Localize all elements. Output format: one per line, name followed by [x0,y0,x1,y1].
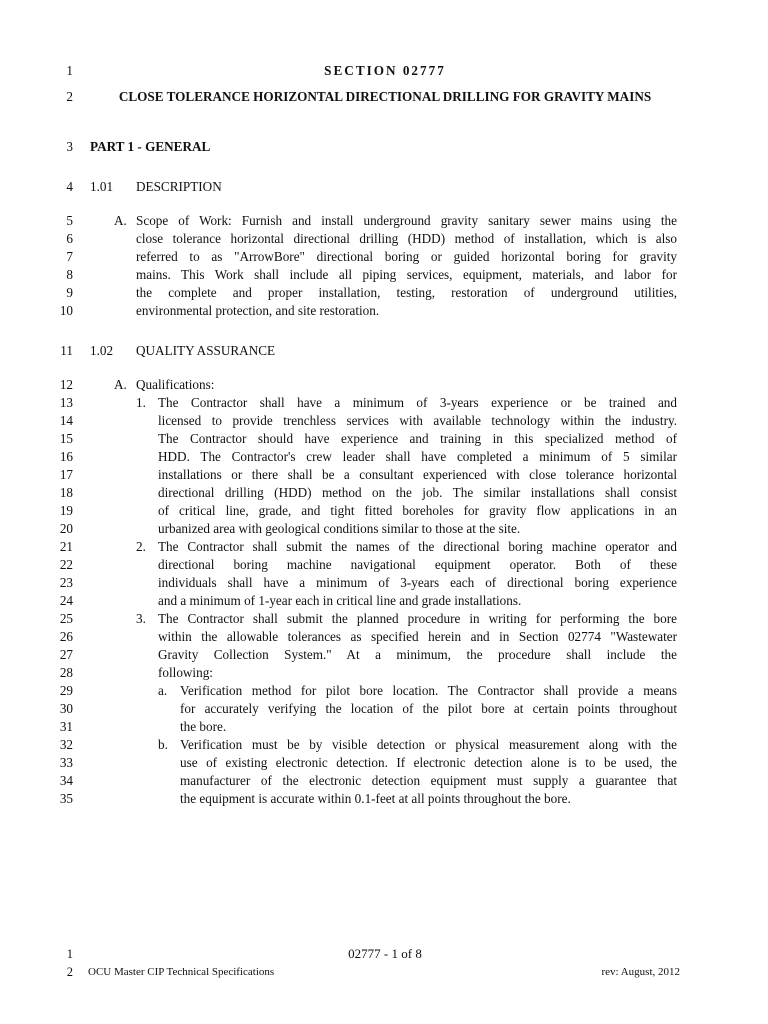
text-line: the bore. [180,719,227,734]
line-number: 11 [60,343,73,358]
line-number: 9 [66,285,73,300]
text-line: Scope of Work: Furnish and install underground gravity sanitary sewer mains using the [136,213,677,228]
text-line: close tolerance horizontal directional drilling (HDD) method of installation, which is also [136,231,677,246]
line-number: 31 [59,719,73,734]
text-line: and a minimum of 1-year each in critical line and grade installations. [158,593,522,608]
page-number: 02777 - 1 of 8 [348,946,422,961]
subitem-label: a. [158,683,168,698]
text-line: The Contractor should have experience and training in this specialized method of [158,431,677,446]
article-number: 1.02 [90,343,114,358]
text-line: installations or there shall be a consultant experienced with close tolerance horizontal [158,467,677,482]
line-number: 4 [66,179,73,194]
text-line: Verification method for pilot bore location. The Contractor shall provide a means [180,683,677,698]
text-line: The Contractor shall have a minimum of 3-years experience or be trained and [158,395,677,410]
line-number: 20 [59,521,73,536]
line-number: 26 [59,629,73,644]
line-number: 17 [59,467,73,482]
line-number: 29 [59,683,73,698]
text-line: for accurately verifying the location of the pilot bore at certain points throughout [180,701,677,716]
text-line: use of existing electronic detection. If electronic detection alone is to be used, the [180,755,677,770]
line-number: 18 [59,485,73,500]
text-line: of critical line, grade, and tight fitted boreholes for gravity flow applications in an [158,503,677,518]
line-number: 8 [66,267,73,282]
line-number: 28 [59,665,73,680]
text-line: within the allowable tolerances as specified herein and in Section 02774 "Wastewater [158,629,677,644]
text-line: directional drilling (HDD) method on the job. The similar installations shall consist [158,485,677,500]
subitem-label: b. [158,737,168,752]
line-number: 35 [59,791,73,806]
footer-line-number: 1 [66,947,73,961]
line-number: 27 [59,647,73,662]
line-number: 13 [59,395,73,410]
line-number: 14 [59,413,73,428]
line-number: 30 [59,701,73,716]
text-line: HDD. The Contractor's crew leader shall have completed a minimum of 5 similar [158,449,677,464]
footer-left: OCU Master CIP Technical Specifications [88,966,275,978]
line-number: 3 [66,139,73,154]
part-heading: PART 1 - GENERAL [90,139,211,154]
section-subtitle: CLOSE TOLERANCE HORIZONTAL DIRECTIONAL DRILLING FOR GRAVITY MAINS [118,89,652,104]
item-label: 1. [136,395,146,410]
article-title: QUALITY ASSURANCE [136,343,276,358]
line-number: 15 [59,431,73,446]
line-number: 6 [66,231,73,246]
line-number: 16 [59,449,73,464]
line-number: 33 [59,755,73,770]
paragraph-label: A. [114,213,127,228]
line-number: 24 [59,593,73,608]
text-line: manufacturer of the electronic detection equipment must supply a guarantee that [180,773,677,788]
line-number: 2 [66,89,73,104]
line-number: 10 [59,303,73,318]
footer-right: rev: August, 2012 [601,966,680,978]
item-label: 2. [136,539,146,554]
line-number: 25 [59,611,73,626]
text-line: environmental protection, and site restoration. [136,303,380,318]
footer-line-number: 2 [66,965,73,979]
article-title: DESCRIPTION [136,179,222,194]
paragraph-heading: Qualifications: [136,377,215,392]
line-number: 23 [59,575,73,590]
text-line: Gravity Collection System." At a minimum, the procedure shall include the [158,647,677,662]
line-number: 12 [59,377,73,392]
item-label: 3. [136,611,146,626]
text-line: following: [158,665,213,680]
text-line: licensed to provide trenchless services with available technology within the industry. [158,413,677,428]
paragraph-label: A. [114,377,127,392]
line-number: 21 [59,539,73,554]
text-line: referred to as "ArrowBore" directional boring or guided horizontal boring for gravity [136,249,677,264]
line-number: 5 [66,213,73,228]
line-number: 32 [59,737,73,752]
text-line: The Contractor shall submit the planned procedure in writing for performing the bore [158,611,677,626]
line-number: 22 [59,557,73,572]
text-line: directional boring machine navigational equipment operator. Both of these [158,557,677,572]
text-line: urbanized area with geological conditions similar to those at the site. [158,521,521,536]
line-number: 34 [59,773,73,788]
article-number: 1.01 [90,179,114,194]
text-line: individuals shall have a minimum of 3-years each of directional boring experience [158,575,677,590]
text-line: mains. This Work shall include all piping services, equipment, materials, and labor for [136,267,677,282]
text-line: Verification must be by visible detection or physical measurement along with the [180,737,677,752]
line-number: 1 [66,63,73,78]
text-line: The Contractor shall submit the names of the directional boring machine operator and [158,539,677,554]
text-line: the equipment is accurate within 0.1-feet at all points throughout the bore. [180,791,571,806]
line-number: 19 [59,503,73,518]
line-number: 7 [66,249,73,264]
text-line: the complete and proper installation, testing, restoration of underground utilities, [136,285,677,300]
section-title: SECTION 02777 [324,63,446,78]
